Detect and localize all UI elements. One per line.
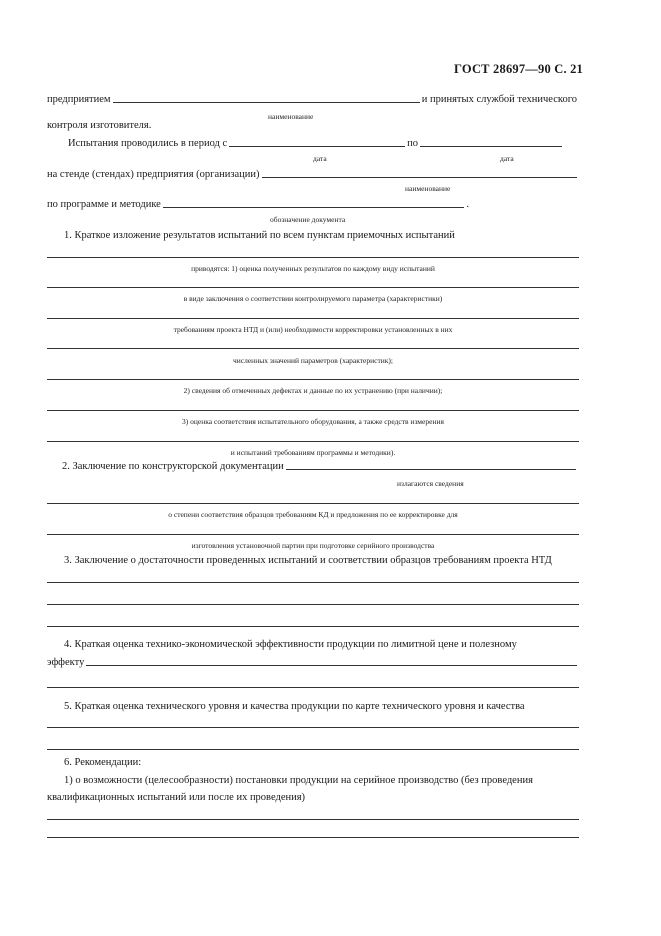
caption-equipment: 3) оценка соответствия испытательного оборудования, а также средств измерения — [182, 417, 444, 426]
caption-results-4: численных значений параметров (характеристик); — [233, 356, 393, 365]
program-line — [47, 199, 469, 210]
caption-date-1: дата — [313, 154, 327, 163]
blank-line — [47, 410, 579, 411]
page-header: ГОСТ 28697—90 С. 21 — [454, 62, 583, 76]
blank-line — [47, 257, 579, 258]
section-2-blank — [286, 468, 576, 470]
stand-blank — [262, 176, 577, 178]
blank-line — [47, 604, 579, 605]
date-to-label: по — [407, 138, 419, 149]
caption-name-2: наименование — [405, 184, 451, 193]
blank-line — [47, 626, 579, 627]
manufacturer-control-text: контроля изготовителя. — [47, 120, 152, 131]
blank-line — [47, 318, 579, 319]
test-period-label: Испытания проводились в период с — [68, 138, 228, 149]
blank-line — [47, 379, 579, 380]
section-5-heading: 5. Краткая оценка технического уровня и качества продукции по карте технического уровня и качества — [64, 701, 525, 712]
blank-line — [47, 749, 579, 750]
effect-blank — [86, 664, 577, 666]
section-4-heading: 4. Краткая оценка технико-экономической эффективности продукции по лимитной цене и полезному — [64, 639, 517, 650]
effect-line — [47, 657, 579, 668]
blank-line — [47, 819, 579, 820]
test-period-line — [68, 138, 564, 149]
caption-name-1: наименование — [268, 112, 314, 121]
caption-production: изготовления установочной партии при подготовке серийного производства — [191, 541, 435, 550]
caption-results-2: в виде заключения о соответствии контролируемого параметра (характеристики) — [183, 294, 443, 303]
blank-line — [47, 534, 579, 535]
stand-label: на стенде (стендах) предприятия (организации) — [47, 169, 260, 180]
stand-line — [47, 169, 579, 180]
caption-results-3: требованиям проекта НТД и (или) необходимости корректировки установленных в них — [173, 325, 453, 334]
section-3-heading: 3. Заключение о достаточности проведенных испытаний и соответствии образцов требованиям проекта НТД — [64, 555, 552, 566]
effect-label: эффекту — [47, 657, 85, 668]
recommendation-1-line-1: 1) о возможности (целесообразности) постановки продукции на серийное производство (без проведения — [64, 775, 533, 786]
program-blank — [163, 206, 465, 208]
accepted-by-label: и принятых службой технического — [421, 94, 577, 105]
blank-line — [47, 441, 579, 442]
blank-line — [47, 837, 579, 838]
caption-defects: 2) сведения об отмеченных дефектах и данные по их устранению (при наличии); — [183, 386, 443, 395]
blank-line — [47, 348, 579, 349]
blank-line — [47, 287, 579, 288]
enterprise-line — [47, 94, 577, 105]
blank-line — [47, 727, 579, 728]
blank-line — [47, 582, 579, 583]
program-end: . — [466, 199, 469, 210]
caption-conformity: о степени соответствия образцов требованиям КД и предложения по ее корректировке для — [168, 510, 458, 519]
date-to-blank — [420, 145, 562, 147]
caption-date-2: дата — [500, 154, 514, 163]
section-2-heading: 2. Заключение по конструкторской документации — [62, 461, 284, 472]
section-6-heading: 6. Рекомендации: — [64, 757, 142, 768]
program-label: по программе и методике — [47, 199, 161, 210]
enterprise-blank — [113, 101, 420, 103]
section-2-line — [62, 461, 578, 472]
caption-doc-designation: обозначение документа — [270, 215, 346, 224]
caption-results-1: приводятся: 1) оценка полученных результатов по каждому виду испытаний — [191, 264, 435, 273]
section-1-heading: 1. Краткое изложение результатов испытаний по всем пунктам приемочных испытаний — [64, 230, 455, 241]
date-from-blank — [229, 145, 405, 147]
caption-methods: и испытаний требованиям программы и методики). — [230, 448, 396, 457]
blank-line — [47, 503, 579, 504]
enterprise-label: предприятием — [47, 94, 111, 105]
blank-line — [47, 687, 579, 688]
caption-info: излагаются сведения — [397, 479, 464, 488]
recommendation-1-line-2: квалификационных испытаний или после их проведения) — [47, 792, 306, 803]
